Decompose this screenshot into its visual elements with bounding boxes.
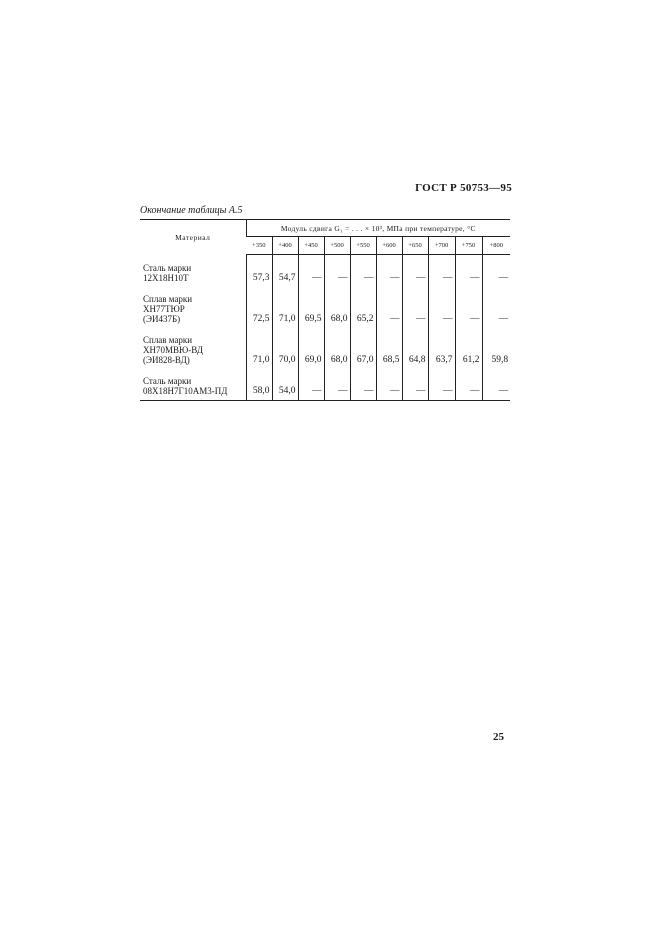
temperature-header: +400	[272, 237, 298, 254]
page-number: 25	[493, 731, 504, 743]
table-cell: —	[482, 254, 510, 287]
table-cell: —	[402, 254, 428, 287]
table-cell: 65,2	[350, 287, 376, 328]
table-cell: —	[376, 369, 402, 401]
table-cell: 71,0	[246, 328, 272, 369]
table-cell: 54,0	[272, 369, 298, 401]
temperature-header: +650	[402, 237, 428, 254]
table-row	[140, 369, 510, 401]
table-cell: 58,0	[246, 369, 272, 401]
temperature-header: +750	[455, 237, 482, 254]
document-code: ГОСТ Р 50753—95	[415, 182, 512, 194]
table-cell: 71,0	[272, 287, 298, 328]
temperature-header: +500	[324, 237, 350, 254]
table-cell: 54,7	[272, 254, 298, 287]
table-cell: —	[455, 287, 482, 328]
table-cell: 69,0	[298, 328, 324, 369]
material-column-header: Материал	[140, 220, 246, 255]
table-cell: —	[482, 287, 510, 328]
temperature-header: +800	[482, 237, 510, 254]
temperature-header: +700	[428, 237, 455, 254]
table-cell: 69,5	[298, 287, 324, 328]
table-cell: —	[482, 369, 510, 401]
table-cell: 61,2	[455, 328, 482, 369]
material-name: Сплав марки ХН70МВЮ-ВД (ЭИ828-ВД)	[143, 335, 204, 365]
shear-modulus-table	[140, 219, 510, 401]
table-cell: 63,7	[428, 328, 455, 369]
table-cell: —	[376, 287, 402, 328]
table-cell: —	[455, 369, 482, 401]
table-cell: —	[376, 254, 402, 287]
table-cell: —	[350, 369, 376, 401]
table-cell: —	[324, 369, 350, 401]
table-row	[140, 254, 510, 287]
table-cell: 57,3	[246, 254, 272, 287]
table-row	[140, 328, 510, 369]
table-cell: 67,0	[350, 328, 376, 369]
table-cell: —	[324, 254, 350, 287]
table-cell: —	[455, 254, 482, 287]
table-cell: 68,0	[324, 287, 350, 328]
table-cell: —	[350, 254, 376, 287]
material-name: Сплав марки ХН77ТЮР (ЭИ437Б)	[143, 294, 193, 324]
table-cell: 68,5	[376, 328, 402, 369]
table-cell: 64,8	[402, 328, 428, 369]
table-cell: —	[428, 369, 455, 401]
material-name: Сталь марки 12Х18Н10Т	[143, 263, 192, 283]
material-name: Сталь марки 08Х18Н7Г10АМ3-ПД	[140, 369, 246, 401]
table-cell: —	[428, 287, 455, 328]
temperature-header: +550	[350, 237, 376, 254]
table-cell: 72,5	[246, 287, 272, 328]
temperature-header: +350	[246, 237, 272, 254]
table-cell: —	[428, 254, 455, 287]
table-cell: —	[402, 287, 428, 328]
table-cell: —	[298, 369, 324, 401]
table-cell: 70,0	[272, 328, 298, 369]
table-cell: 59,8	[482, 328, 510, 369]
temperature-header: +450	[298, 237, 324, 254]
shear-modulus-group-header: Модуль сдвига G₁ = . . . × 10³, МПа при температуре, °С	[246, 220, 510, 237]
table-row	[140, 287, 510, 328]
table-cell: —	[298, 254, 324, 287]
table-cell: —	[402, 369, 428, 401]
table-cell: 68,0	[324, 328, 350, 369]
temperature-header: +600	[376, 237, 402, 254]
table-caption: Окончание таблицы А.5	[140, 205, 243, 216]
